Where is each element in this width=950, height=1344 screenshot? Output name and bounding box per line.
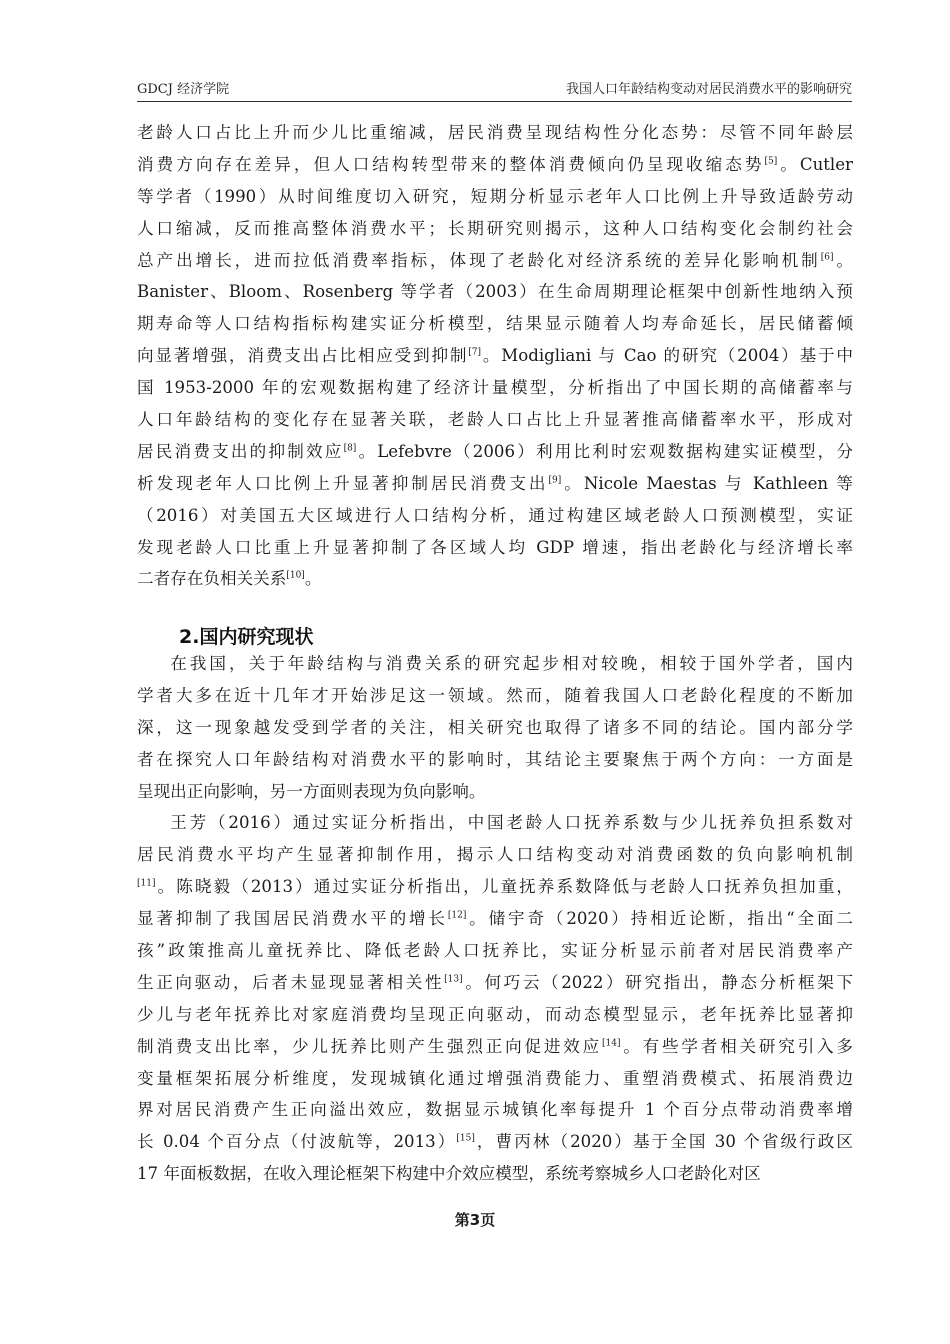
text-line: 界对居民消费产生正向溢出效应，数据显示城镇化率每提升 1 个百分点带动消费率增 <box>137 1100 853 1120</box>
text-line: （2016）对美国五大区域进行人口结构分析，通过构建区域老龄人口预测模型，实证 <box>137 505 853 525</box>
header-institution: GDCJ 经济学院 <box>137 82 230 97</box>
text-line: Banister、Bloom、Rosenberg 等学者（2003）在生命周期理论框架中创新性地纳入预 <box>137 282 853 302</box>
text-line: 生正向驱动，后者未显现显著相关性[13]。何巧云（2022）研究指出，静态分析框架下 <box>137 972 853 992</box>
text-line: 析发现老年人口比例上升显著抑制居民消费支出[9]。Nicole Maestas 与 Kathleen 等 <box>137 473 853 493</box>
text-line: 等学者（1990）从时间维度切入研究，短期分析显示老年人口比例上升导致适龄劳动 <box>137 186 853 206</box>
text-line: 发现老龄人口比重上升显著抑制了各区域人均 GDP 增速，指出老龄化与经济增长率 <box>137 537 853 557</box>
text-line: 二者存在负相关关系[10]。 <box>137 569 322 589</box>
body-text-top <box>137 117 853 595</box>
text-line: 显著抑制了我国居民消费水平的增长[12]。储宇奇（2020）持相近论断，指出“全面二 <box>137 909 853 929</box>
body-text-bottom <box>137 648 853 1190</box>
paragraph-foreign-research <box>137 117 853 595</box>
text-line: 制消费支出比率，少儿抚养比则产生强烈正向促进效应[14]。有些学者相关研究引入多 <box>137 1036 853 1056</box>
text-line: 呈现出正向影响，另一方面则表现为负向影响。 <box>137 781 486 801</box>
text-line: 总产出增长，进而拉低消费率指标，体现了老龄化对经济系统的差异化影响机制[6]。 <box>137 250 853 270</box>
text-line: 消费方向存在差异，但人口结构转型带来的整体消费倾向仍呈现收缩态势[5]。Cutler <box>137 154 853 174</box>
text-line: [11]。陈晓毅（2013）通过实证分析指出，儿童抚养系数降低与老龄人口抚养负担加重， <box>137 877 853 897</box>
page-header <box>137 76 852 102</box>
text-line: 老龄人口占比上升而少儿比重缩减，居民消费呈现结构性分化态势：尽管不同年龄层 <box>137 123 853 142</box>
text-line: 17 年面板数据，在收入理论框架下构建中介效应模型，系统考察城乡人口老龄化对区 <box>137 1164 761 1184</box>
section-heading: 2.国内研究现状 <box>179 626 314 648</box>
text-line: 向显著增强，消费支出占比相应受到抑制[7]。Modigliani 与 Cao 的研究（2004）基于中 <box>137 346 853 366</box>
text-line: 变量框架拓展分析维度，发现城镇化通过增强消费能力、重塑消费模式、拓展消费边 <box>137 1068 853 1088</box>
page-number: 第3页 <box>454 1211 496 1229</box>
text-line: 期寿命等人口结构指标构建实证分析模型，结果显示随着人均寿命延长，居民储蓄倾 <box>137 314 853 334</box>
text-line: 学者大多在近十几年才开始涉足这一领域。然而，随着我国人口老龄化程度的不断加 <box>137 685 853 705</box>
text-line: 孩”政策推高儿童抚养比、降低老龄人口抚养比，实证分析显示前者对居民消费率产 <box>137 941 853 961</box>
paragraph-domestic-findings <box>137 807 853 1190</box>
text-line: 在我国，关于年龄结构与消费关系的研究起步相对较晚，相较于国外学者，国内 <box>170 654 853 673</box>
text-line: 国 1953-2000 年的宏观数据构建了经济计量模型，分析指出了中国长期的高储蓄率与 <box>137 378 853 398</box>
text-line: 少儿与老年抚养比对家庭消费均呈现正向驱动，而动态模型显示，老年抚养比显著抑 <box>137 1004 853 1024</box>
text-line: 长 0.04 个百分点（付波航等，2013）[15]，曹丙林（2020）基于全国 30 个省级行政区 <box>137 1132 853 1152</box>
text-line: 人口年龄结构的变化存在显著关联，老龄人口占比上升显著推高储蓄率水平，形成对 <box>137 410 853 430</box>
text-line: 居民消费水平均产生显著抑制作用，揭示人口结构变动对消费函数的负向影响机制 <box>137 845 853 865</box>
header-thesis-title: 我国人口年龄结构变动对居民消费水平的影响研究 <box>565 82 852 97</box>
text-line: 深，这一现象越发受到学者的关注，相关研究也取得了诸多不同的结论。国内部分学 <box>137 717 853 737</box>
text-line: 居民消费支出的抑制效应[8]。Lefebvre（2006）利用比利时宏观数据构建实证模型，分 <box>137 441 853 461</box>
text-line: 者在探究人口年龄结构对消费水平的影响时，其结论主要聚焦于两个方向：一方面是 <box>137 749 853 769</box>
text-line: 人口缩减，反而推高整体消费水平；长期研究则揭示，这种人口结构变化会制约社会 <box>137 218 853 238</box>
paragraph-domestic-intro <box>137 648 853 807</box>
text-line: 王芳（2016）通过实证分析指出，中国老龄人口抚养系数与少儿抚养负担系数对 <box>170 813 853 833</box>
